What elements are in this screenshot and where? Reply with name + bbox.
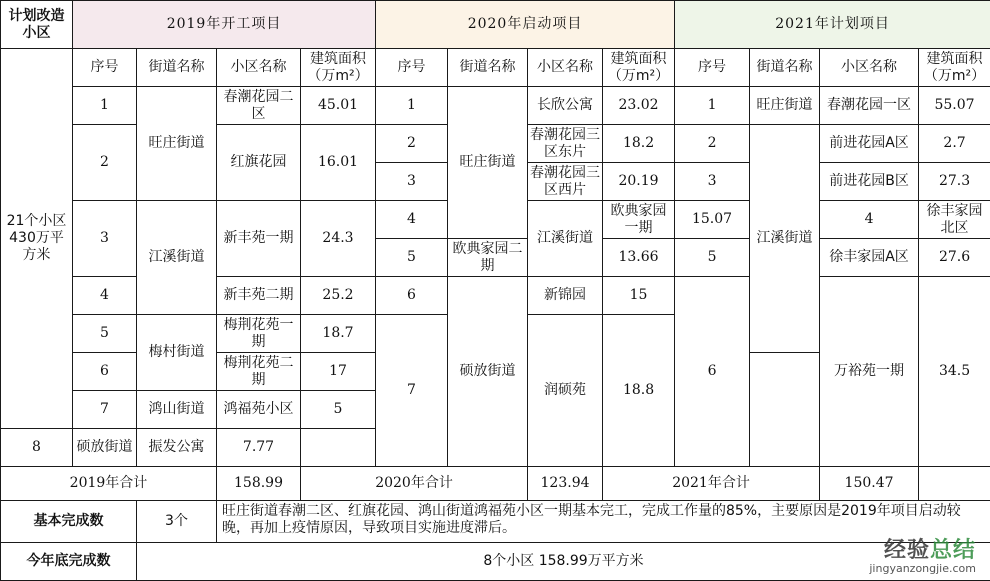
street-2019-hongshan: 鸿山街道	[137, 391, 217, 429]
col-area-2020: 建筑面积（万m²）	[603, 49, 675, 87]
total-label-2019: 2019年合计	[1, 467, 217, 501]
year-end-label: 今年底完成数	[1, 543, 137, 581]
seq-2021-3: 3	[675, 163, 750, 201]
col-seq-2020: 序号	[376, 49, 448, 87]
seq-2021-6: 6	[675, 277, 750, 467]
community-2019-2: 红旗花园	[217, 125, 301, 201]
total-label-2020: 2020年合计	[301, 467, 528, 501]
community-2020-4: 欧典家园一期	[603, 201, 675, 239]
seq-2021-1: 1	[675, 87, 750, 125]
col-area-2019: 建筑面积（万m²）	[301, 49, 376, 87]
seq-2019-1: 1	[73, 87, 137, 125]
col-seq-2021: 序号	[675, 49, 750, 87]
street-2019-wangzhuang: 旺庄街道	[137, 87, 217, 201]
col-community-2021: 小区名称	[820, 49, 919, 87]
basic-complete-note: 旺庄街道春潮二区、红旗花园、鸿山街道鸿福苑小区一期基本完工，完成工作量的85%，主要原因是2019年项目启动较晚，再加上疫情原因，导致项目实施进度滞后。	[217, 501, 990, 543]
area-2019-8: 7.77	[217, 429, 301, 467]
col-community-2019: 小区名称	[217, 49, 301, 87]
total-2019: 158.99	[217, 467, 301, 501]
basic-complete-label: 基本完成数	[1, 501, 137, 543]
col-street-2020: 街道名称	[448, 49, 528, 87]
seq-2019-7: 7	[73, 391, 137, 429]
community-2021-5: 徐丰家园A区	[820, 239, 919, 277]
area-2020-4: 15.07	[675, 201, 750, 239]
community-2021-1: 春潮花园一区	[820, 87, 919, 125]
seq-2020-2: 2	[376, 125, 448, 163]
basic-complete-count: 3个	[137, 501, 217, 543]
street-2021-wangzhuang: 旺庄街道	[750, 87, 820, 125]
area-2019-7: 5	[301, 391, 376, 429]
area-2020-2: 18.2	[603, 125, 675, 163]
community-2020-3: 春潮花园三区西片	[528, 163, 603, 201]
community-2020-2: 春潮花园三区东片	[528, 125, 603, 163]
community-2021-6: 万裕苑一期	[820, 277, 919, 467]
seq-2020-6: 6	[376, 277, 448, 315]
street-2019-shuofang: 硕放街道	[73, 429, 137, 467]
area-2021-3: 27.3	[919, 163, 990, 201]
street-2020-shuofang: 硕放街道	[448, 277, 528, 467]
street-2019-jiangxi: 江溪街道	[137, 201, 217, 315]
area-2021-1: 55.07	[919, 87, 990, 125]
seq-2019-2: 2	[73, 125, 137, 201]
col-street-2021: 街道名称	[750, 49, 820, 87]
street-2019-meicun: 梅村街道	[137, 315, 217, 391]
area-2021-6: 34.5	[919, 277, 990, 467]
community-2019-5: 梅荆花苑一期	[217, 315, 301, 353]
community-2019-1: 春潮花园二区	[217, 87, 301, 125]
community-2020-1: 长欣公寓	[528, 87, 603, 125]
seq-2021-4: 4	[820, 201, 919, 239]
community-2021-2: 前进花园A区	[820, 125, 919, 163]
area-2020-5: 13.66	[603, 239, 675, 277]
community-2019-6: 梅荆花苑二期	[217, 353, 301, 391]
community-2019-3: 新丰苑一期	[217, 201, 301, 277]
area-2019-5: 18.7	[301, 315, 376, 353]
seq-2019-5: 5	[73, 315, 137, 353]
area-2019-4: 25.2	[301, 277, 376, 315]
col-seq-2019: 序号	[73, 49, 137, 87]
watermark-logo: 经验总结	[883, 538, 976, 563]
seq-2020-4: 4	[376, 201, 448, 239]
area-2019-6: 17	[301, 353, 376, 391]
street-2020-jiangxi: 江溪街道	[528, 201, 603, 277]
area-2020-6: 15	[603, 277, 675, 315]
col-street-2019: 街道名称	[137, 49, 217, 87]
area-2019-2: 16.01	[301, 125, 376, 201]
header-2021: 2021年计划项目	[675, 1, 990, 49]
col-area-2021: 建筑面积（万m²）	[919, 49, 990, 87]
seq-2019-4: 4	[73, 277, 137, 315]
total-2020: 123.94	[528, 467, 603, 501]
seq-2019-6: 6	[73, 353, 137, 391]
community-2019-8: 振发公寓	[137, 429, 217, 467]
area-2019-3: 24.3	[301, 201, 376, 277]
community-2020-5: 欧典家园二期	[448, 239, 528, 277]
col-community-2020: 小区名称	[528, 49, 603, 87]
header-2020: 2020年启动项目	[376, 1, 675, 49]
area-2020-1: 23.02	[603, 87, 675, 125]
community-2021-3: 前进花园B区	[820, 163, 919, 201]
seq-2019-8: 8	[1, 429, 73, 467]
seq-2019-3: 3	[73, 201, 137, 277]
plan-summary: 21个小区430万平方米	[1, 49, 73, 429]
seq-2020-5: 5	[376, 239, 448, 277]
plan-header: 计划改造小区	[1, 1, 73, 49]
community-2019-7: 鸿福苑小区	[217, 391, 301, 429]
area-2020-7: 18.8	[603, 315, 675, 467]
seq-2021-5: 5	[675, 239, 750, 277]
area-2021-2: 2.7	[919, 125, 990, 163]
total-2021: 150.47	[820, 467, 919, 501]
seq-2020-3: 3	[376, 163, 448, 201]
total-label-2021: 2021年合计	[603, 467, 820, 501]
seq-2020-7: 7	[376, 315, 448, 467]
community-2020-6: 新锦园	[528, 277, 603, 315]
seq-2021-2: 2	[675, 125, 750, 163]
street-2021-jiangxi: 江溪街道	[750, 125, 820, 353]
street-2020-wangzhuang: 旺庄街道	[448, 87, 528, 239]
header-2019: 2019年开工项目	[73, 1, 376, 49]
seq-2020-1: 1	[376, 87, 448, 125]
community-2021-4: 徐丰家园北区	[919, 201, 990, 239]
year-end-value: 8个小区 158.99万平方米	[137, 543, 990, 581]
area-2021-5: 27.6	[919, 239, 990, 277]
watermark-url: jingyanzongjie.com	[869, 562, 976, 575]
community-2019-4: 新丰苑二期	[217, 277, 301, 315]
area-2020-3: 20.19	[603, 163, 675, 201]
community-2020-7: 润硕苑	[528, 315, 603, 467]
area-2019-1: 45.01	[301, 87, 376, 125]
